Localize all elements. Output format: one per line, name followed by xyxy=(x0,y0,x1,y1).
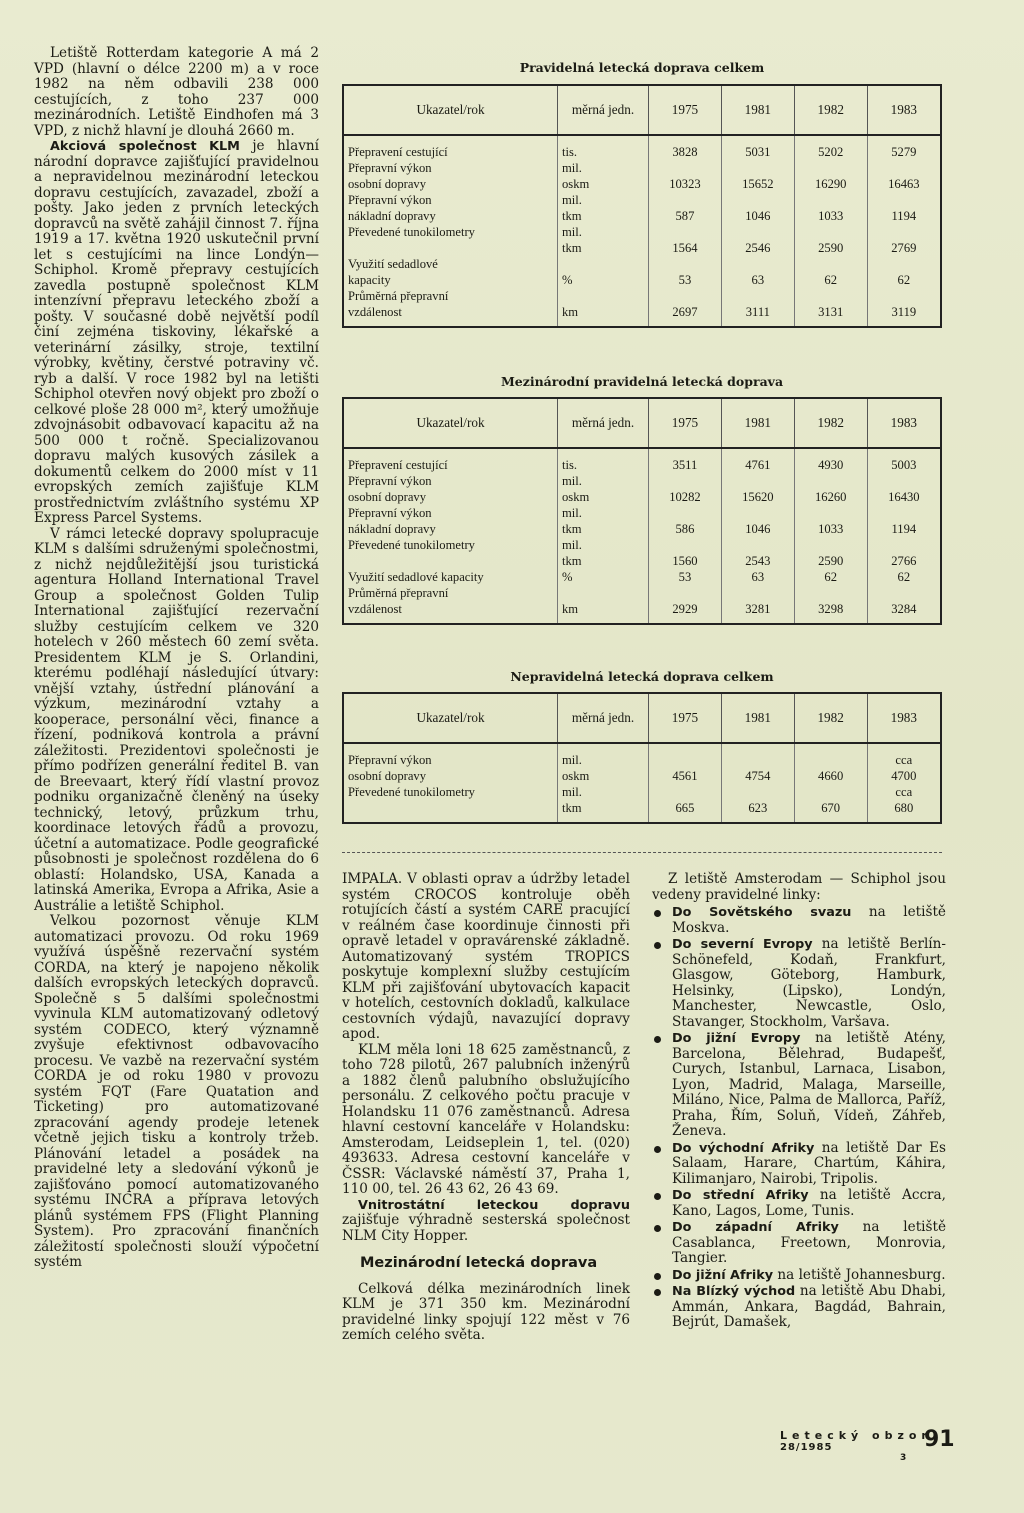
col-header: 1981 xyxy=(721,693,794,743)
table-cell xyxy=(343,553,558,569)
route-region: Do jižní Afriky xyxy=(672,1267,774,1283)
table-cell: 623 xyxy=(721,800,794,823)
table-row xyxy=(343,784,941,800)
col-header: měrná jedn. xyxy=(558,85,649,135)
route-region: Do severní Evropy xyxy=(672,937,813,952)
table-cell: 1560 xyxy=(649,553,722,569)
table-cell xyxy=(343,240,558,256)
table-cell xyxy=(649,784,722,800)
route-destinations: na letiště Accra, Kano, Lagos, Lome, Tunis. xyxy=(672,1187,946,1219)
table-cell: 1194 xyxy=(867,521,941,537)
table-cell: 2590 xyxy=(794,240,867,256)
paragraph: Letiště Rotterdam kategorie A má 2 VPD (hlavní o délce 2200 m) a v roce 1982 na něm odbavili 238 000 cestujících, z toho 237 000 mezinárodních. Letiště Eindhofen má 3 VPD, z nichž hlavní je dlouhá 2660 m. xyxy=(34,45,319,139)
table-cell: 15652 xyxy=(721,176,794,192)
table-cell: osobní dopravy xyxy=(348,177,427,191)
table-cell: 16430 xyxy=(867,489,941,505)
table-caption: Mezinárodní pravidelná letecká doprava xyxy=(500,374,784,389)
table-cell: vzdálenost xyxy=(348,305,402,319)
table-cell: 62 xyxy=(867,272,941,288)
table-row xyxy=(343,208,941,224)
table-cell: 1033 xyxy=(794,208,867,224)
table-cell: 4930 xyxy=(794,448,867,473)
col-header: Ukazatel/rok xyxy=(343,85,558,135)
table-cell: mil. xyxy=(558,160,649,176)
table-cell: 665 xyxy=(649,800,722,823)
col-header: 1983 xyxy=(867,85,941,135)
table-row xyxy=(343,176,941,192)
route-destinations: na letiště Johannesburg. xyxy=(773,1266,946,1283)
table-row xyxy=(343,553,941,569)
col-header: 1982 xyxy=(794,398,867,448)
page-footer xyxy=(780,1427,955,1463)
col-header: Ukazatel/rok xyxy=(343,693,558,743)
table-cell xyxy=(649,743,722,768)
col-header: Ukazatel/rok xyxy=(343,398,558,448)
table-cell xyxy=(867,192,941,208)
table-cell: Převedené tunokilometry xyxy=(348,785,475,799)
table-cell: cca xyxy=(867,743,941,768)
table-cell: tkm xyxy=(558,208,649,224)
table-row xyxy=(343,537,941,553)
table-cell: 4754 xyxy=(721,768,794,784)
table-cell xyxy=(721,505,794,521)
table-cell: % xyxy=(558,272,649,288)
table-row xyxy=(343,272,941,288)
paragraph: Akciová společnost KLM je hlavní národní dopravce zajišťující pravidelnou a nepravidelnou mezinárodní leteckou dopravu cestujících, zavazadel, zboží a pošty. Jako jeden z prvních leteckých dopravců na světě zahájil činnost 7. října 1919 a 17. května 1920 uskutečnil první let s cestujícími na lince Londýn—Schiphol. Kromě přepravy cestujících zavedla postupně společnost KLM intenzívní přepravu leteckého zboží a pošty. V současné době největší podíl činí zejména tiskoviny, lékařské a veterinární zásilky, stroje, textilní výrobky, květiny, čerstvé potraviny vč. ryb a další. V roce 1982 byl na letišti Schiphol otevřen nový objekt pro zboží o celkové ploše 28 000 m², který umožňuje zdvojnásobit odbavovací kapacitu až na 500 000 t ročně. Specializovanou dopravu malých kusových zásilek a dokumentů celkem do 2000 míst v 11 evropských zemích zajišťuje KLM prostřednictvím zvláštního systému XP Express Parcel Systems. xyxy=(34,138,319,526)
table-cell: mil. xyxy=(558,505,649,521)
table-cell xyxy=(649,288,722,304)
route-region: Na Blízký východ xyxy=(672,1284,796,1299)
table-cell: tkm xyxy=(558,553,649,569)
table-cell: 4561 xyxy=(649,768,722,784)
table-cell xyxy=(649,160,722,176)
table-cell xyxy=(558,288,649,304)
table-cell: 1564 xyxy=(649,240,722,256)
route-item xyxy=(652,1188,946,1219)
table-cell: 680 xyxy=(867,800,941,823)
table-cell xyxy=(867,224,941,240)
issue-number: 28/1985 xyxy=(780,1442,833,1453)
table-cell xyxy=(794,256,867,272)
table-row xyxy=(343,192,941,208)
table-cell: mil. xyxy=(558,743,649,768)
table-cell: vzdálenost xyxy=(348,602,402,616)
route-item xyxy=(652,1031,946,1140)
table-cell xyxy=(867,256,941,272)
table-cell: 3511 xyxy=(649,448,722,473)
table-cell xyxy=(721,192,794,208)
table-cell xyxy=(794,224,867,240)
route-region: Do východní Afriky xyxy=(672,1140,815,1156)
route-destinations: na letiště Berlín-Schönefeld, Kodaň, Frankfurt, Glasgow, Göteborg, Hamburk, Helsinky, (Lipsko), Londýn, Manchester, Newcastle, Oslo, Stavanger, Stockholm, Varšava. xyxy=(672,936,947,1030)
table-international-scheduled xyxy=(342,397,942,625)
table-row xyxy=(343,256,941,272)
table-cell: 5202 xyxy=(794,135,867,160)
table-caption: Nepravidelná letecká doprava celkem xyxy=(510,669,774,684)
table-row xyxy=(343,448,941,473)
col-header: 1975 xyxy=(649,398,722,448)
bold-term: Vnitrostátní leteckou dopravu xyxy=(358,1197,630,1213)
table-cell xyxy=(794,743,867,768)
table-cell: 2769 xyxy=(867,240,941,256)
table-cell xyxy=(649,256,722,272)
table-cell: Přepravní výkon xyxy=(348,506,432,520)
table-cell: cca xyxy=(867,784,941,800)
section-heading: Mezinárodní letecká doprava xyxy=(360,1255,598,1271)
table-cell: 587 xyxy=(649,208,722,224)
table-cell: 3131 xyxy=(794,304,867,327)
route-region: Do Sovětského svazu xyxy=(672,905,852,920)
table-cell: 16290 xyxy=(794,176,867,192)
table-cell xyxy=(867,288,941,304)
table-cell: 2546 xyxy=(721,240,794,256)
table-cell xyxy=(721,743,794,768)
table-row xyxy=(343,473,941,489)
table-cell xyxy=(794,784,867,800)
table-cell: kapacity xyxy=(348,273,391,287)
table-cell: Přepravení cestující xyxy=(348,145,448,159)
table-cell: tkm xyxy=(558,521,649,537)
col-header: 1982 xyxy=(794,85,867,135)
paragraph: Z letiště Amsterodam — Schiphol jsou vedeny pravidelné linky: xyxy=(652,871,946,903)
table-cell xyxy=(867,585,941,601)
table-scheduled-total xyxy=(342,84,942,328)
table-cell: mil. xyxy=(558,473,649,489)
table-cell: 62 xyxy=(794,569,867,585)
table-cell: 10282 xyxy=(649,489,722,505)
table-cell: Využití sedadlové kapacity xyxy=(348,570,484,584)
route-destinations: na letiště Casablanca, Freetown, Monrovia, Tangier. xyxy=(672,1219,946,1266)
col-header: 1975 xyxy=(649,85,722,135)
table-row xyxy=(343,224,941,240)
table-cell xyxy=(649,473,722,489)
col-header: 1981 xyxy=(721,85,794,135)
table-cell: 1033 xyxy=(794,521,867,537)
table-cell xyxy=(558,256,649,272)
col-header: měrná jedn. xyxy=(558,398,649,448)
bold-term: Akciová společnost KLM xyxy=(50,139,240,154)
issue-sub: 3 xyxy=(900,1453,907,1463)
table-cell: 16463 xyxy=(867,176,941,192)
route-destinations: na letiště Abu Dhabi, Ammán, Ankara, Bagdád, Bahrain, Bejrút, Damašek, xyxy=(672,1283,946,1330)
paragraph: IMPALA. V oblasti oprav a údržby letadel systém CROCOS kontroluje oběh rotujících částí a systém CARE pracující v reálném čase koordinuje činnosti při opravě letadel v opravárenské základně. Automatizovaný systém TROPICS poskytuje komplexní služby cestujícím KLM při zajišťování ubytovacích kapacit v hotelích, cestovních dokladů, kalkulace cestovních výdajů, navazující dopravy apod. xyxy=(342,871,630,1042)
route-item xyxy=(652,1284,946,1331)
route-region: Do západní Afriky xyxy=(672,1220,839,1235)
table-cell: 2590 xyxy=(794,553,867,569)
table-cell: 4700 xyxy=(867,768,941,784)
route-item xyxy=(652,1268,946,1284)
table-cell: mil. xyxy=(558,192,649,208)
table-cell xyxy=(721,537,794,553)
paragraph: Celková délka mezinárodních linek KLM je 371 350 km. Mezinárodní pravidelné linky spojují 122 měst v 76 zemích celého světa. xyxy=(342,1280,630,1343)
table-cell: 4660 xyxy=(794,768,867,784)
table-row xyxy=(343,240,941,256)
table-cell: osobní dopravy xyxy=(348,769,427,783)
table-cell xyxy=(867,537,941,553)
route-item xyxy=(652,1220,946,1267)
table-cell: Průměrná přepravní xyxy=(348,289,449,303)
table-cell: 16260 xyxy=(794,489,867,505)
paragraph: Velkou pozornost věnuje KLM automatizaci provozu. Od roku 1969 využívá úspěšně rezervační systém CORDA, na který je napojeno několik dalších evropských leteckých dopravců. Společně s 5 dalšími společnostmi vyvinula KLM automatizovaný odletový systém CODECO, který významně zvyšuje efektivnost odbavovacího procesu. Ve vazbě na rezervační systém CORDA je od roku 1980 v provozu systém FQT (Fare Quatation and Ticketing) pro automatizované zpracování agendy prodeje letenek včetně jejich tisku a kontroly tržeb. Plánování letadel a posádek na pravidelné lety a sledování výkonů je zajišťováno pomocí automatizovaného systému INCRA a příprava letových plánů systémem FPS (Flight Planning System). Pro zpracování finančních záležitostí společnosti slouží výpočetní systém xyxy=(34,913,319,1270)
paragraph: Vnitrostátní leteckou dopravu zajišťuje výhradně sesterská společnost NLM City Hopper. xyxy=(342,1197,630,1244)
table-cell: tkm xyxy=(558,800,649,823)
table-cell: 3111 xyxy=(721,304,794,327)
table-cell: 63 xyxy=(721,569,794,585)
table-cell: Přepravní výkon xyxy=(348,753,432,767)
article-column-2 xyxy=(342,872,630,1344)
table-cell: 5279 xyxy=(867,135,941,160)
col-header: 1975 xyxy=(649,693,722,743)
table-cell xyxy=(867,505,941,521)
table-row xyxy=(343,160,941,176)
route-item xyxy=(652,1141,946,1188)
table-cell xyxy=(649,585,722,601)
table-cell: 62 xyxy=(867,569,941,585)
table-cell: 4761 xyxy=(721,448,794,473)
magazine-name: Letecký obzor xyxy=(780,1429,932,1442)
table-cell xyxy=(867,160,941,176)
table-cell xyxy=(794,585,867,601)
route-destinations: na letiště Moskva. xyxy=(672,904,946,936)
table-cell xyxy=(558,585,649,601)
table-cell xyxy=(649,192,722,208)
table-cell: 2697 xyxy=(649,304,722,327)
table-cell: Převedené tunokilometry xyxy=(348,225,475,239)
table-cell: 3281 xyxy=(721,601,794,624)
table-cell: 1194 xyxy=(867,208,941,224)
table-row xyxy=(343,288,941,304)
table-row xyxy=(343,743,941,768)
table-row xyxy=(343,505,941,521)
col-header: 1982 xyxy=(794,693,867,743)
table-cell: 670 xyxy=(794,800,867,823)
table-cell: Přepravní výkon xyxy=(348,193,432,207)
table-cell: 53 xyxy=(649,569,722,585)
table-cell: osobní dopravy xyxy=(348,490,427,504)
table-cell xyxy=(721,473,794,489)
table-cell xyxy=(721,288,794,304)
table-cell: 62 xyxy=(794,272,867,288)
table-cell: 63 xyxy=(721,272,794,288)
table-cell: % xyxy=(558,569,649,585)
table-cell xyxy=(794,160,867,176)
table-cell: 10323 xyxy=(649,176,722,192)
table-cell: Přepravení cestující xyxy=(348,458,448,472)
table-row xyxy=(343,569,941,585)
table-cell: mil. xyxy=(558,537,649,553)
col-header: 1981 xyxy=(721,398,794,448)
table-cell xyxy=(721,224,794,240)
table-cell: 3828 xyxy=(649,135,722,160)
article-column-3 xyxy=(652,872,946,1332)
col-header: měrná jedn. xyxy=(558,693,649,743)
table-cell: mil. xyxy=(558,784,649,800)
table-cell: nákladní dopravy xyxy=(348,522,436,536)
route-destinations: na letiště Atény, Barcelona, Bělehrad, Budapešť, Curych, Istanbul, Larnaca, Lisabon, Lyon, Madrid, Malaga, Marseille, Miláno, Nice, Palma de Mallorca, Paříž, Praha, Řím, Soluň, Vídeň, Záhřeb, Ženeva. xyxy=(672,1030,946,1139)
table-row xyxy=(343,135,941,160)
table-cell: 3119 xyxy=(867,304,941,327)
table-cell xyxy=(649,537,722,553)
table-cell xyxy=(867,473,941,489)
paragraph: V rámci letecké dopravy spolupracuje KLM s dalšími sdruženými společnostmi, z nichž nejdůležitější jsou turistická agentura Holland International Travel Group a společnost Golden Tulip International zajišťující rezervační služby cestujícím celkem ve 320 hotelech v 260 městech 60 zemí světa. Presidentem KLM je S. Orlandini, kterému podléhají následující útvary: vnější vztahy, ústřední plánování a výzkum, mezinárodní vztahy a kooperace, personální věci, finance a řízení, podniková kontrola a právní záležitosti. Prezidentovi společnosti je přímo podřízen generální ředitel B. van de Breevaart, který řídí vlastní provoz podniku organizačně členěný na úseky technický, letový, průzkum trhu, koordinace letových řádů a provozu, účetní a automatizace. Podle geografické působnosti je společnost rozdělena do 6 oblastí: Holandsko, USA, Kanada a latinská Amerika, Evropa a Afrika, Asie a Austrálie a letiště Schiphol. xyxy=(34,525,319,914)
table-cell: Využití sedadlové xyxy=(348,257,438,271)
route-destinations: na letiště Dar Es Salaam, Harare, Chartúm, Káhira, Kilimanjaro, Nairobi, Tripolis. xyxy=(672,1139,946,1187)
table-cell xyxy=(794,473,867,489)
table-row xyxy=(343,585,941,601)
table-row xyxy=(343,768,941,784)
table-cell: Průměrná přepravní xyxy=(348,586,449,600)
table-cell xyxy=(649,505,722,521)
table-cell: tkm xyxy=(558,240,649,256)
table-cell: 5003 xyxy=(867,448,941,473)
table-cell: 5031 xyxy=(721,135,794,160)
route-item xyxy=(652,937,946,1030)
table-cell: 2543 xyxy=(721,553,794,569)
table-row xyxy=(343,601,941,624)
table-cell: 2766 xyxy=(867,553,941,569)
table-cell: 586 xyxy=(649,521,722,537)
table-cell: tis. xyxy=(558,448,649,473)
table-cell: oskm xyxy=(558,489,649,505)
table-cell xyxy=(721,160,794,176)
table-cell: km xyxy=(558,601,649,624)
divider xyxy=(342,852,942,853)
table-row xyxy=(343,521,941,537)
table-cell xyxy=(649,224,722,240)
table-cell: Přepravní výkon xyxy=(348,474,432,488)
table-cell xyxy=(794,192,867,208)
table-cell xyxy=(721,256,794,272)
table-cell xyxy=(721,784,794,800)
table-row xyxy=(343,489,941,505)
table-row xyxy=(343,304,941,327)
table-cell: 53 xyxy=(649,272,722,288)
table-caption: Pravidelná letecká doprava celkem xyxy=(519,60,765,75)
route-item xyxy=(652,905,946,936)
route-list xyxy=(652,905,946,1331)
col-header: 1983 xyxy=(867,398,941,448)
table-cell xyxy=(794,537,867,553)
table-cell: 1046 xyxy=(721,208,794,224)
table-cell: oskm xyxy=(558,176,649,192)
table-cell: 3298 xyxy=(794,601,867,624)
table-cell: km xyxy=(558,304,649,327)
table-cell: tis. xyxy=(558,135,649,160)
route-region: Do jižní Evropy xyxy=(672,1031,801,1046)
table-cell xyxy=(794,505,867,521)
table-cell: 2929 xyxy=(649,601,722,624)
table-cell: nákladní dopravy xyxy=(348,209,436,223)
table-cell: Přepravní výkon xyxy=(348,161,432,175)
table-cell: Převedené tunokilometry xyxy=(348,538,475,552)
col-header: 1983 xyxy=(867,693,941,743)
table-cell: 3284 xyxy=(867,601,941,624)
table-charter-total xyxy=(342,692,942,824)
page-number: 91 xyxy=(924,1427,955,1452)
table-cell: 15620 xyxy=(721,489,794,505)
table-cell xyxy=(721,585,794,601)
article-column-1 xyxy=(34,46,319,1271)
table-cell xyxy=(343,800,558,823)
table-cell: oskm xyxy=(558,768,649,784)
table-row xyxy=(343,800,941,823)
route-region: Do střední Afriky xyxy=(672,1188,809,1203)
paragraph: KLM měla loni 18 625 zaměstnanců, z toho 728 pilotů, 267 palubních inženýrů a 1882 členů palubního obslužujícího personálu. Z celkového počtu pracuje v Holandsku 11 076 zaměstnanců. Adresa hlavní cestovní kanceláře v Holandsku: Amsterodam, Leidseplein 1, tel. (020) 493633. Adresa cestovní kanceláře v ČSSR: Václavské náměstí 37, Praha 1, 110 00, tel. 26 43 62, 26 43 69. xyxy=(342,1041,630,1197)
table-cell: mil. xyxy=(558,224,649,240)
table-cell xyxy=(794,288,867,304)
table-cell: 1046 xyxy=(721,521,794,537)
